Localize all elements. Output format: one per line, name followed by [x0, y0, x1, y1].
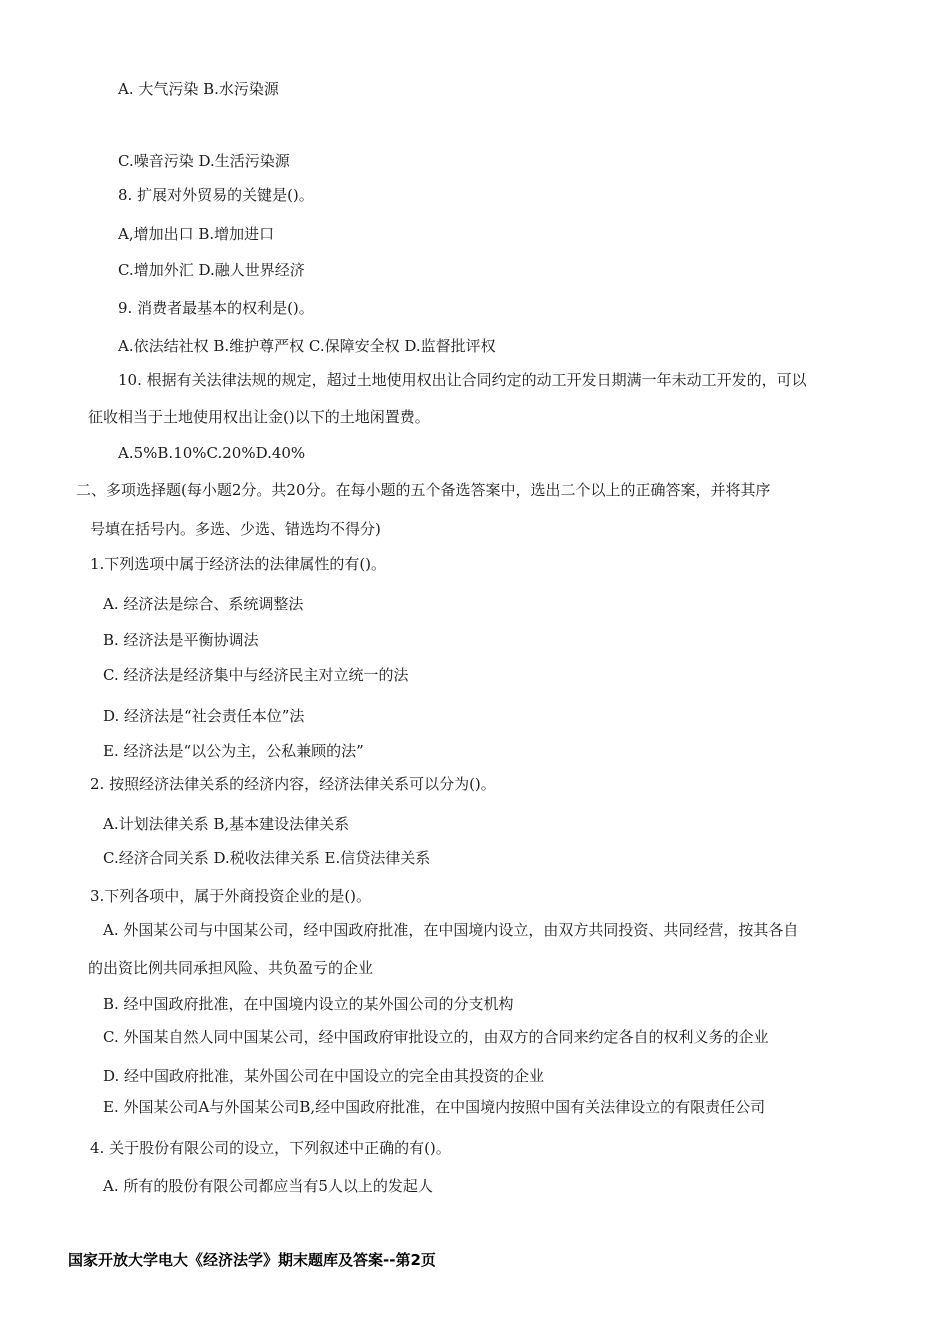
- page-footer: 国家开放大学电大《经济法学》期末题库及答案--第2页: [68, 1251, 436, 1269]
- mq1-option-e: E. 经济法是“以公为主，公私兼顾的法”: [103, 742, 364, 760]
- mq1-option-c: C. 经济法是经济集中与经济民主对立统一的法: [103, 666, 409, 684]
- mq2-options-cde: C.经济合同关系 D.税收法律关系 E.信贷法律关系: [103, 849, 431, 867]
- mq1-option-a: A. 经济法是综合、系统调整法: [103, 595, 304, 613]
- mq3-option-e: E. 外国某公司A与外国某公司B,经中国政府批准，在中国境内按照中国有关法律设立的有限责任公司: [103, 1098, 766, 1116]
- mq2-options-ab: A.计划法律关系 B,基本建设法律关系: [103, 815, 350, 833]
- q8-options-cd: C.增加外汇 D.融人世界经济: [118, 261, 305, 279]
- mq3-option-b: B. 经中国政府批准，在中国境内设立的某外国公司的分支机构: [103, 995, 514, 1013]
- q10-stem-line1: 10. 根据有关法律法规的规定，超过土地使用权出让合同约定的动工开发日期满一年未动工开发的，可以: [118, 371, 807, 389]
- q10-options: A.5%B.10%C.20%D.40%: [118, 444, 306, 462]
- mq3-option-a-line1: A. 外国某公司与中国某公司，经中国政府批准，在中国境内设立，由双方共同投资、共同经营，按其各自: [103, 921, 799, 939]
- mq1-stem: 1.下列选项中属于经济法的法律属性的有()。: [90, 555, 387, 573]
- section-2-heading-line2: 号填在括号内。多选、少选、错选均不得分): [90, 520, 381, 538]
- q9-stem: 9. 消费者最基本的权利是()。: [118, 299, 314, 317]
- mq1-option-d: D. 经济法是“社会责任本位”法: [103, 707, 305, 725]
- mq3-stem: 3.下列各项中，属于外商投资企业的是()。: [90, 887, 372, 905]
- mq3-option-c: C. 外国某自然人同中国某公司，经中国政府审批设立的，由双方的合同来约定各自的权利义务的企业: [103, 1028, 769, 1046]
- q7-options-cd: C.噪音污染 D.生活污染源: [118, 152, 290, 170]
- mq3-option-d: D. 经中国政府批准，某外国公司在中国设立的完全由其投资的企业: [103, 1067, 545, 1085]
- q10-stem-line2: 征收相当于土地使用权出让金()以下的土地闲置费。: [88, 408, 430, 426]
- section-2-heading-line1: 二、多项选择题(每小题2分。共20分。在每小题的五个备选答案中，选出二个以上的正确答案，并将其序: [76, 481, 771, 499]
- mq4-stem: 4. 关于股份有限公司的设立，下列叙述中正确的有()。: [90, 1139, 451, 1157]
- q8-options-ab: A,增加出口 B.增加进口: [118, 225, 275, 243]
- q9-options: A.依法结社权 B.维护尊严权 C.保障安全权 D.监督批评权: [118, 337, 496, 355]
- q7-options-ab: A. 大气污染 B.水污染源: [118, 80, 279, 98]
- mq4-option-a: A. 所有的股份有限公司都应当有5人以上的发起人: [103, 1177, 433, 1195]
- mq2-stem: 2. 按照经济法律关系的经济内容，经济法律关系可以分为()。: [90, 775, 496, 793]
- mq3-option-a-line2: 的出资比例共同承担风险、共负盈亏的企业: [88, 959, 374, 977]
- q8-stem: 8. 扩展对外贸易的关键是()。: [118, 186, 314, 204]
- mq1-option-b: B. 经济法是平衡协调法: [103, 631, 259, 649]
